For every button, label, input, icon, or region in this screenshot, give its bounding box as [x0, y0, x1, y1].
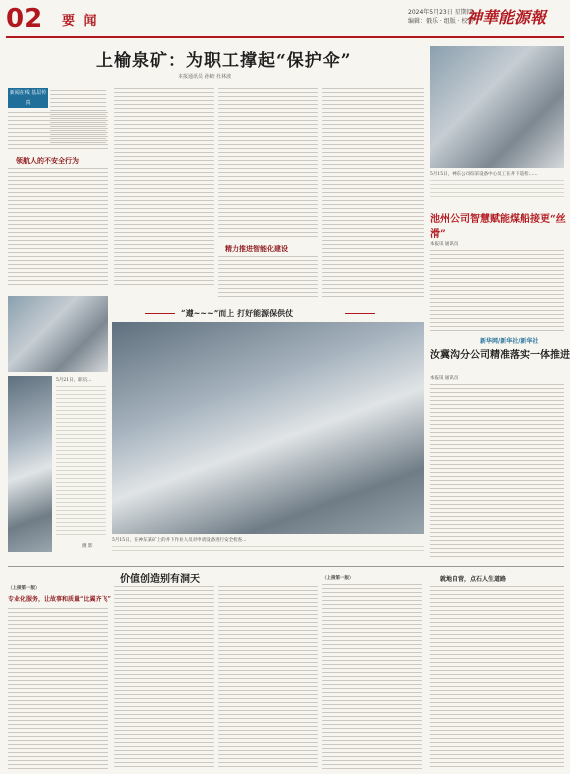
- section-title: 要 闻: [62, 14, 99, 29]
- right-mid-text: [430, 384, 564, 560]
- main-headline: 上榆泉矿：为职工撑起“保护伞”: [96, 51, 352, 71]
- bottom-col5-title: 就地自营，点石人生道路: [440, 576, 507, 583]
- bottom-col4-text: [322, 584, 422, 770]
- main-text-col1b: [8, 112, 108, 152]
- worker-photo-left: [8, 296, 108, 372]
- main-text-col4: [322, 88, 424, 298]
- bottom-col5-text: [430, 586, 564, 770]
- bottom-col4-title: （上接第一版）: [322, 576, 354, 581]
- editor-line: 编辑：俄乐 · 组版 · 校对: [408, 18, 474, 25]
- main-byline: 本报通讯员 孙蛟 杜林波: [178, 74, 232, 80]
- photo-caption-body: [56, 386, 106, 536]
- right-top-headline: 池州公司智慧赋能煤船接更“丝滑”: [430, 214, 566, 240]
- wide-photo-caption-more: [112, 546, 424, 554]
- right-top-text: [430, 250, 564, 332]
- right-mid-tag: 新华网/新华社/新华社: [480, 338, 539, 345]
- bottom-col2-text: [114, 586, 214, 770]
- bottom-col1-sub: 专业化服务，让故事和质量“比翼齐飞”: [8, 596, 111, 603]
- photo-caption: 5月21日，职员…: [56, 378, 92, 383]
- bottom-col1-title: （上接第一版）: [8, 586, 40, 591]
- banner: [145, 308, 375, 320]
- worker-photo-portrait: [8, 376, 52, 552]
- wide-photo-workers: [112, 322, 424, 534]
- right-photo-caption-more: [430, 180, 564, 200]
- right-mid-byline: 本报讯 通讯员: [430, 376, 459, 381]
- main-text-col3b: [218, 256, 318, 298]
- wide-photo-caption: 5月15日，在神东某矿上的井下作业人员对申请设备进行安全检查…: [112, 538, 247, 543]
- bottom-divider: [8, 566, 564, 567]
- right-mid-headline: 汝冀沟分公司精准落实一体推进: [430, 350, 570, 361]
- right-photo: [430, 46, 564, 168]
- bottom-col1-text: [8, 608, 108, 770]
- bottom-heading: 价值创造别有洞天: [120, 574, 200, 585]
- news-badge: 新闻在线 基层传真: [9, 90, 47, 106]
- photo-credit: 摄 影: [82, 544, 93, 549]
- newspaper-logo: 神華能源報: [466, 8, 547, 27]
- right-top-byline: 本报讯 通讯员: [430, 242, 459, 247]
- date-line: 2024年5月23日 星期四: [408, 9, 473, 16]
- main-text-col2: [114, 88, 214, 288]
- subhead-1: 领航人的不安全行为: [16, 156, 79, 165]
- header-rule: [6, 36, 564, 38]
- main-text-col3a: [218, 88, 318, 240]
- right-photo-caption: 5月15日，神东公司综采设备中心员工在井下巡检……: [430, 172, 538, 177]
- subhead-2: 精力推进智能化建设: [225, 244, 288, 253]
- banner-text: “遵~~~”而上 打好能源保供仗: [181, 308, 294, 318]
- page-number: 02: [6, 4, 43, 34]
- bottom-col3-text: [218, 586, 318, 770]
- main-text-col1c: [8, 168, 108, 288]
